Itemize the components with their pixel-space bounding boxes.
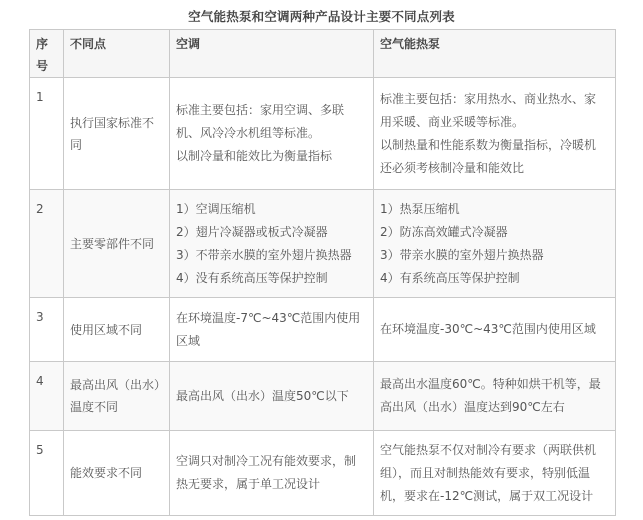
heat-pump-text-line: 组），而且对制热能效有要求，特别低温 bbox=[380, 465, 591, 480]
row-heat-pump-cell bbox=[374, 190, 616, 298]
row-index: 2 bbox=[30, 190, 64, 298]
row-heat-pump-cell bbox=[374, 362, 616, 431]
header-heat-pump: 空气能热泵 bbox=[374, 30, 616, 78]
ac-text-line: 空调只对制冷工况有能效要求，制 bbox=[176, 454, 357, 468]
heat-pump-text-line: 机，要求在-12℃测试，属于双工况设计 bbox=[380, 488, 594, 503]
heat-pump-text-line: 2）防冻高效罐式冷凝器 bbox=[380, 224, 508, 239]
heat-pump-text-line: 最高出水温度60℃。特种如烘干机等，最 bbox=[380, 377, 601, 391]
ac-text-line: 机、风冷冷水机组等标准。 bbox=[176, 126, 321, 140]
row-ac-cell bbox=[170, 78, 374, 190]
ac-text-line: 4）没有系统高压等保护控制 bbox=[176, 270, 328, 285]
heat-pump-text-line: 在环境温度-30℃~43℃范围内使用区域 bbox=[380, 322, 596, 336]
heat-pump-text-line: 空气能热泵不仅对制冷有要求（两联供机 bbox=[380, 442, 597, 457]
header-difference: 不同点 bbox=[64, 30, 170, 78]
ac-text-line: 1）空调压缩机 bbox=[176, 201, 256, 216]
table-row bbox=[30, 431, 616, 516]
row-index: 1 bbox=[30, 78, 64, 190]
ac-text-line: 3）不带亲水膜的室外翅片换热器 bbox=[176, 247, 352, 262]
table-row bbox=[30, 78, 616, 190]
row-heat-pump-cell bbox=[374, 78, 616, 190]
row-index: 3 bbox=[30, 298, 64, 362]
row-ac-cell bbox=[170, 431, 374, 516]
heat-pump-text-line: 4）有系统高压等保护控制 bbox=[380, 270, 520, 285]
table-title: 空气能热泵和空调两种产品设计主要不同点列表 bbox=[188, 9, 455, 24]
table-row bbox=[30, 190, 616, 298]
ac-text-line: 热无要求，属于单工况设计 bbox=[176, 477, 321, 491]
row-heat-pump-cell bbox=[374, 298, 616, 362]
row-difference: 执行国家标准不同 bbox=[64, 78, 170, 190]
header-index: 序号 bbox=[30, 30, 64, 78]
heat-pump-text-line: 以制热量和性能系数为衡量指标，冷暖机 bbox=[380, 137, 597, 152]
row-ac-cell bbox=[170, 362, 374, 431]
row-ac-cell bbox=[170, 190, 374, 298]
ac-text-line: 区域 bbox=[176, 333, 201, 348]
row-heat-pump-cell bbox=[374, 431, 616, 516]
row-difference: 能效要求不同 bbox=[64, 431, 170, 516]
row-ac-cell bbox=[170, 298, 374, 362]
ac-text-line: 最高出风（出水）温度50℃以下 bbox=[176, 388, 349, 403]
row-index: 4 bbox=[30, 362, 64, 431]
ac-text-line: 以制冷量和能效比为衡量指标 bbox=[176, 149, 333, 163]
table-row bbox=[30, 298, 616, 362]
heat-pump-text-line: 1）热泵压缩机 bbox=[380, 201, 460, 216]
heat-pump-text-line: 3）带亲水膜的室外翅片换热器 bbox=[380, 247, 544, 262]
row-difference: 最高出风（出水）温度不同 bbox=[64, 362, 170, 431]
ac-text-line: 标准主要包括：家用空调、多联 bbox=[176, 103, 345, 117]
ac-text-line: 2）翅片冷凝器或板式冷凝器 bbox=[176, 224, 328, 239]
table-row bbox=[30, 362, 616, 431]
heat-pump-text-line: 标准主要包括：家用热水、商业热水、家 bbox=[380, 91, 597, 106]
heat-pump-text-line: 用采暖、商业采暖等标准。 bbox=[380, 114, 525, 129]
header-row bbox=[30, 30, 616, 78]
header-ac: 空调 bbox=[170, 30, 374, 78]
row-difference: 使用区域不同 bbox=[64, 298, 170, 362]
heat-pump-text-line: 高出风（出水）温度达到90℃左右 bbox=[380, 400, 565, 414]
row-difference: 主要零部件不同 bbox=[64, 190, 170, 298]
comparison-table bbox=[29, 29, 616, 516]
row-index: 5 bbox=[30, 431, 64, 516]
heat-pump-text-line: 还必须考核制冷量和能效比 bbox=[380, 160, 525, 175]
ac-text-line: 在环境温度-7℃~43℃范围内使用 bbox=[176, 310, 361, 325]
